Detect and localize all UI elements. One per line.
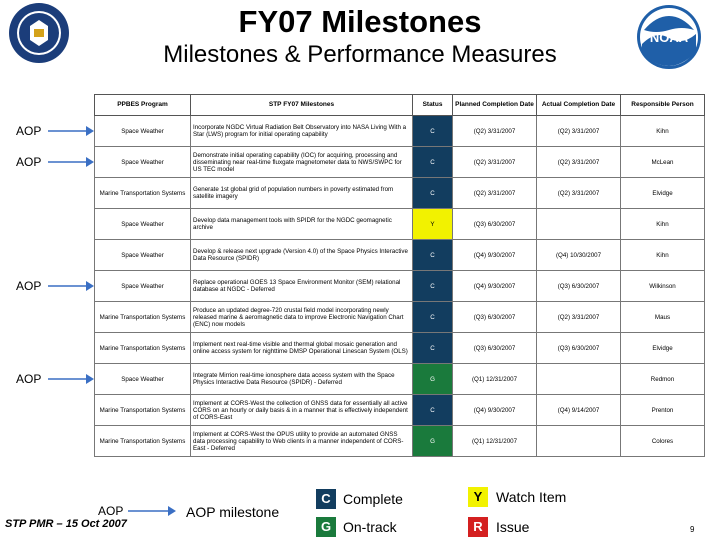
actual-date-cell: (Q2) 3/31/2007 [537, 147, 621, 178]
table-row [95, 364, 705, 395]
page-number: 9 [690, 525, 695, 534]
milestone-cell: Demonstrate initial operating capability (IOC) for acquiring, processing and disseminating near real-time fluxgate magnetometer data to NWS/SWPC for US TEC model [191, 147, 413, 178]
table-body [95, 116, 705, 457]
arrow-right-icon [48, 280, 94, 292]
planned-date-cell: (Q2) 3/31/2007 [453, 178, 537, 209]
planned-date-cell: (Q3) 6/30/2007 [453, 333, 537, 364]
table-row [95, 395, 705, 426]
actual-date-cell: (Q2) 3/31/2007 [537, 178, 621, 209]
page-title: FY07 Milestones [238, 4, 482, 39]
legend-complete-swatch: C [316, 489, 336, 509]
program-cell: Marine Transportation Systems [95, 302, 191, 333]
program-cell: Space Weather [95, 147, 191, 178]
responsible-person-cell: Redmon [621, 364, 705, 395]
responsible-person-cell: Wilkinson [621, 271, 705, 302]
milestone-cell: Generate 1st global grid of population numbers in poverty estimated from satellite imagery [191, 178, 413, 209]
arrow-right-icon [48, 373, 94, 385]
milestone-cell: Replace operational GOES 13 Space Environment Monitor (SEM) relational database at NGDC - Deferred [191, 271, 413, 302]
aop-label: AOP [16, 124, 42, 138]
table-row [95, 333, 705, 364]
aop-arrow [16, 278, 96, 294]
table-row [95, 209, 705, 240]
planned-date-cell: (Q2) 3/31/2007 [453, 116, 537, 147]
legend-complete-text: Complete [343, 491, 403, 507]
table-row [95, 426, 705, 457]
planned-date-cell: (Q2) 3/31/2007 [453, 147, 537, 178]
footer-text: STP PMR – 15 Oct 2007 [5, 518, 127, 530]
actual-date-cell [537, 209, 621, 240]
noaa-logo-icon [636, 4, 702, 70]
status-cell: C [413, 395, 453, 426]
planned-date-cell: (Q1) 12/31/2007 [453, 426, 537, 457]
status-cell: C [413, 271, 453, 302]
table-row [95, 240, 705, 271]
legend-issue-text: Issue [496, 519, 530, 535]
legend-aop-key: AOP [98, 504, 124, 518]
aop-arrow [16, 123, 96, 139]
table-header-row [95, 95, 705, 116]
legend-watch-text: Watch Item [496, 489, 567, 505]
legend-ontrack-text: On-track [343, 519, 397, 535]
actual-date-cell: (Q4) 10/30/2007 [537, 240, 621, 271]
page-subtitle: Milestones & Performance Measures [163, 41, 557, 68]
program-cell: Space Weather [95, 271, 191, 302]
responsible-person-cell: Colores [621, 426, 705, 457]
planned-date-cell: (Q4) 9/30/2007 [453, 271, 537, 302]
col-header-status: Status [413, 95, 453, 116]
milestone-cell: Implement next real-time visible and thermal global mosaic generation and online access system for nighttime DMSP Operational Linescan System (OLS) [191, 333, 413, 364]
planned-date-cell: (Q3) 6/30/2007 [453, 209, 537, 240]
program-cell: Marine Transportation Systems [95, 333, 191, 364]
milestone-cell: Integrate Mirrion real-time ionosphere data access system with the Space Physics Interactive Data Resource (SPIDR) - Deferred [191, 364, 413, 395]
actual-date-cell [537, 364, 621, 395]
responsible-person-cell: Elvidge [621, 333, 705, 364]
milestone-cell: Produce an updated degree-720 crustal field model incorporating newly released marine & aeromagnetic data to improve Electronic Navigation Chart (ENC) now models [191, 302, 413, 333]
status-cell: G [413, 426, 453, 457]
col-header-program: PPBES Program [95, 95, 191, 116]
legend-watch-swatch: Y [468, 487, 488, 507]
svg-text:NOAA: NOAA [649, 30, 689, 45]
program-cell: Space Weather [95, 364, 191, 395]
legend-ontrack-swatch: G [316, 517, 336, 537]
arrow-right-icon [48, 156, 94, 168]
legend-aop-text: AOP milestone [186, 504, 280, 520]
planned-date-cell: (Q4) 9/30/2007 [453, 240, 537, 271]
responsible-person-cell: Maus [621, 302, 705, 333]
actual-date-cell: (Q2) 3/31/2007 [537, 302, 621, 333]
program-cell: Space Weather [95, 240, 191, 271]
status-cell: C [413, 302, 453, 333]
responsible-person-cell: Kihn [621, 116, 705, 147]
responsible-person-cell: McLean [621, 147, 705, 178]
col-header-planned: Planned Completion Date [453, 95, 537, 116]
legend-issue-swatch: R [468, 517, 488, 537]
aop-arrow [16, 154, 96, 170]
aop-label: AOP [16, 155, 42, 169]
arrow-right-icon [128, 505, 176, 517]
planned-date-cell: (Q3) 6/30/2007 [453, 302, 537, 333]
status-cell: C [413, 333, 453, 364]
status-cell: C [413, 147, 453, 178]
responsible-person-cell: Kihn [621, 209, 705, 240]
program-cell: Marine Transportation Systems [95, 178, 191, 209]
actual-date-cell: (Q3) 6/30/2007 [537, 333, 621, 364]
status-cell: C [413, 178, 453, 209]
table-row [95, 116, 705, 147]
status-cell: C [413, 116, 453, 147]
actual-date-cell: (Q3) 6/30/2007 [537, 271, 621, 302]
aop-label: AOP [16, 279, 42, 293]
responsible-person-cell: Prenton [621, 395, 705, 426]
milestone-cell: Implement at CORS-West the OPUS utility to provide an automated GNSS data processing capability to Web clients in a manner independent of CORS-East - Deferred [191, 426, 413, 457]
program-cell: Space Weather [95, 209, 191, 240]
milestones-table [94, 94, 705, 457]
aop-label: AOP [16, 372, 42, 386]
table-row [95, 271, 705, 302]
status-cell: C [413, 240, 453, 271]
planned-date-cell: (Q1) 12/31/2007 [453, 364, 537, 395]
actual-date-cell: (Q2) 3/31/2007 [537, 116, 621, 147]
planned-date-cell: (Q4) 9/30/2007 [453, 395, 537, 426]
col-header-actual: Actual Completion Date [537, 95, 621, 116]
table-row [95, 302, 705, 333]
responsible-person-cell: Elvidge [621, 178, 705, 209]
actual-date-cell [537, 426, 621, 457]
milestone-cell: Implement at CORS-West the collection of GNSS data for essentially all active CORS on an hourly or daily basis & in a manner that is effectively independent of CORS-East [191, 395, 413, 426]
program-cell: Space Weather [95, 116, 191, 147]
milestone-cell: Develop & release next upgrade (Version 4.0) of the Space Physics Interactive Data Resource (SPIDR) [191, 240, 413, 271]
status-cell: G [413, 364, 453, 395]
status-cell: Y [413, 209, 453, 240]
aop-arrow [16, 371, 96, 387]
program-cell: Marine Transportation Systems [95, 426, 191, 457]
responsible-person-cell: Kihn [621, 240, 705, 271]
legend-aop-arrow [98, 503, 178, 519]
col-header-milestone: STP FY07 Milestones [191, 95, 413, 116]
col-header-person: Responsible Person [621, 95, 705, 116]
milestone-cell: Incorporate NGDC Virtual Radiation Belt Observatory into NASA Living With a Star (LWS) program for initial operating capability [191, 116, 413, 147]
table-row [95, 178, 705, 209]
table-row [95, 147, 705, 178]
milestone-cell: Develop data management tools with SPIDR for the NGDC geomagnetic archive [191, 209, 413, 240]
actual-date-cell: (Q4) 9/14/2007 [537, 395, 621, 426]
department-of-commerce-seal-icon [8, 2, 70, 64]
program-cell: Marine Transportation Systems [95, 395, 191, 426]
arrow-right-icon [48, 125, 94, 137]
